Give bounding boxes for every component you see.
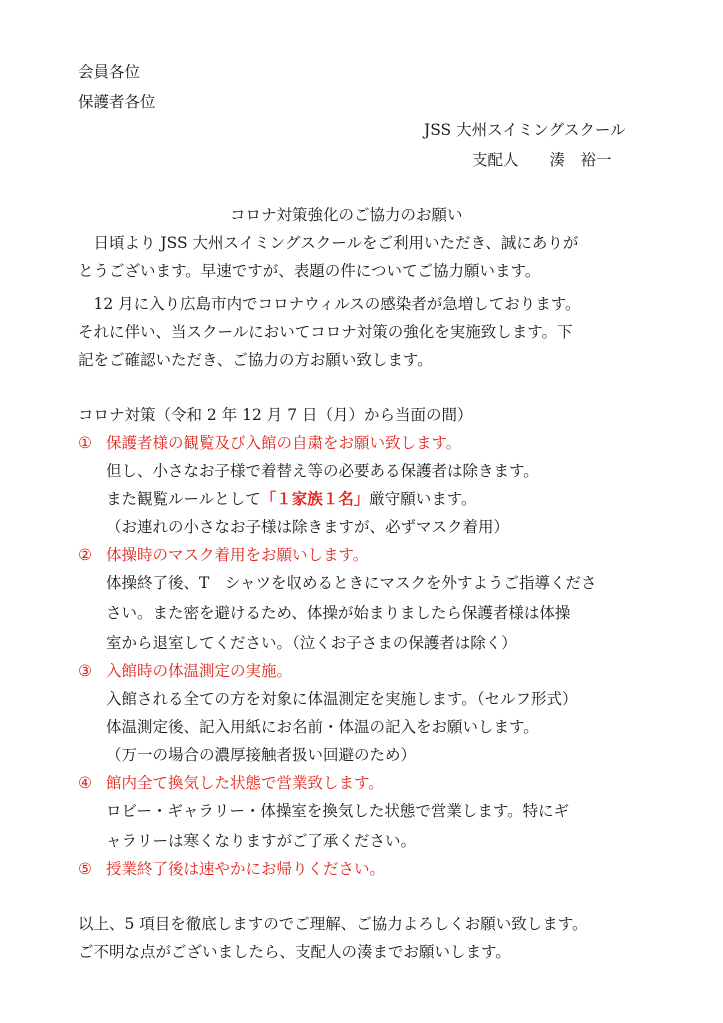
visit-rule-highlight: 「１家族１名」 (260, 489, 370, 508)
visit-rule (106, 489, 476, 509)
item-heading: 体操時のマスク着用をお願いします。 (106, 546, 369, 564)
item-detail: 室から退室してください。（泣くお子さまの保護者は除く） (106, 634, 517, 652)
intro-line: とうございます。早速ですが、表題の件についてご協力願います。 (78, 262, 541, 280)
item-note: （お連れの小さなお子様は除きますが、必ずマスク着用） (106, 518, 510, 536)
item-detail: さい。また密を避けるため、体操が始まりましたら保護者様は体操 (106, 604, 571, 622)
item-number: ③ (78, 662, 92, 680)
visit-rule-prefix: また観覧ルールとして (106, 490, 261, 508)
item-note: （万一の場合の濃厚接触者扱い回避のため） (106, 746, 417, 764)
item-detail: 入館される全ての方を対象に体温測定を実施します。（セルフ形式） (106, 690, 578, 708)
item-heading: 授業終了後は速やかにお帰りください。 (106, 860, 386, 878)
item-number: ④ (78, 774, 92, 792)
item-heading: 館内全て換気した状態で営業致します。 (106, 774, 384, 792)
closing-line: ご不明な点がございましたら、支配人の湊までお願いします。 (78, 943, 511, 961)
item-number: ② (78, 546, 92, 564)
item-heading: 入館時の体温測定の実施。 (106, 662, 293, 680)
intro-line: 12 月に入り広島市内でコロナウィルスの感染者が急増しております。 (78, 295, 581, 313)
item-detail: ャラリーは寒くなりますがご了承ください。 (106, 832, 417, 850)
item-number: ① (78, 434, 92, 452)
item-detail: 但し、小さなお子様で着替え等の必要ある保護者は除きます。 (106, 462, 539, 480)
item-number: ⑤ (78, 860, 92, 878)
sender-organization: JSS 大州スイミングスクール (424, 121, 626, 139)
item-detail: 体操終了後、T シャツを収めるときにマスクを外すようご指導くださ (106, 574, 597, 592)
closing-line: 以上、5 項目を徹底しますのでご理解、ご協力よろしくお願い致します。 (78, 915, 588, 933)
visit-rule-suffix: 厳守願います。 (369, 490, 477, 508)
recipient-guardians: 保護者各位 (78, 93, 156, 111)
recipient-members: 会員各位 (78, 63, 141, 81)
document-title: コロナ対策強化のご協力のお願い (230, 206, 463, 224)
item-detail: 体温測定後、記入用紙にお名前・体温の記入をお願いします。 (106, 718, 539, 736)
item-heading: 保護者様の観覧及び入館の自粛をお願い致します。 (106, 434, 462, 452)
intro-line: 日頃より JSS 大州スイミングスクールをご利用いただき、誠にありが (78, 234, 579, 252)
measures-heading: コロナ対策（令和 2 年 12 月 7 日（月）から当面の間） (78, 406, 473, 424)
item-detail: ロビー・ギャラリー・体操室を換気した状態で営業します。特にギ (106, 802, 570, 820)
intro-line: 記をご確認いただき、ご協力の方お願い致します。 (78, 351, 433, 369)
sender-manager: 支配人 湊 裕一 (472, 151, 612, 169)
intro-line: それに伴い、当スクールにおいてコロナ対策の強化を実施致します。下 (78, 323, 573, 341)
